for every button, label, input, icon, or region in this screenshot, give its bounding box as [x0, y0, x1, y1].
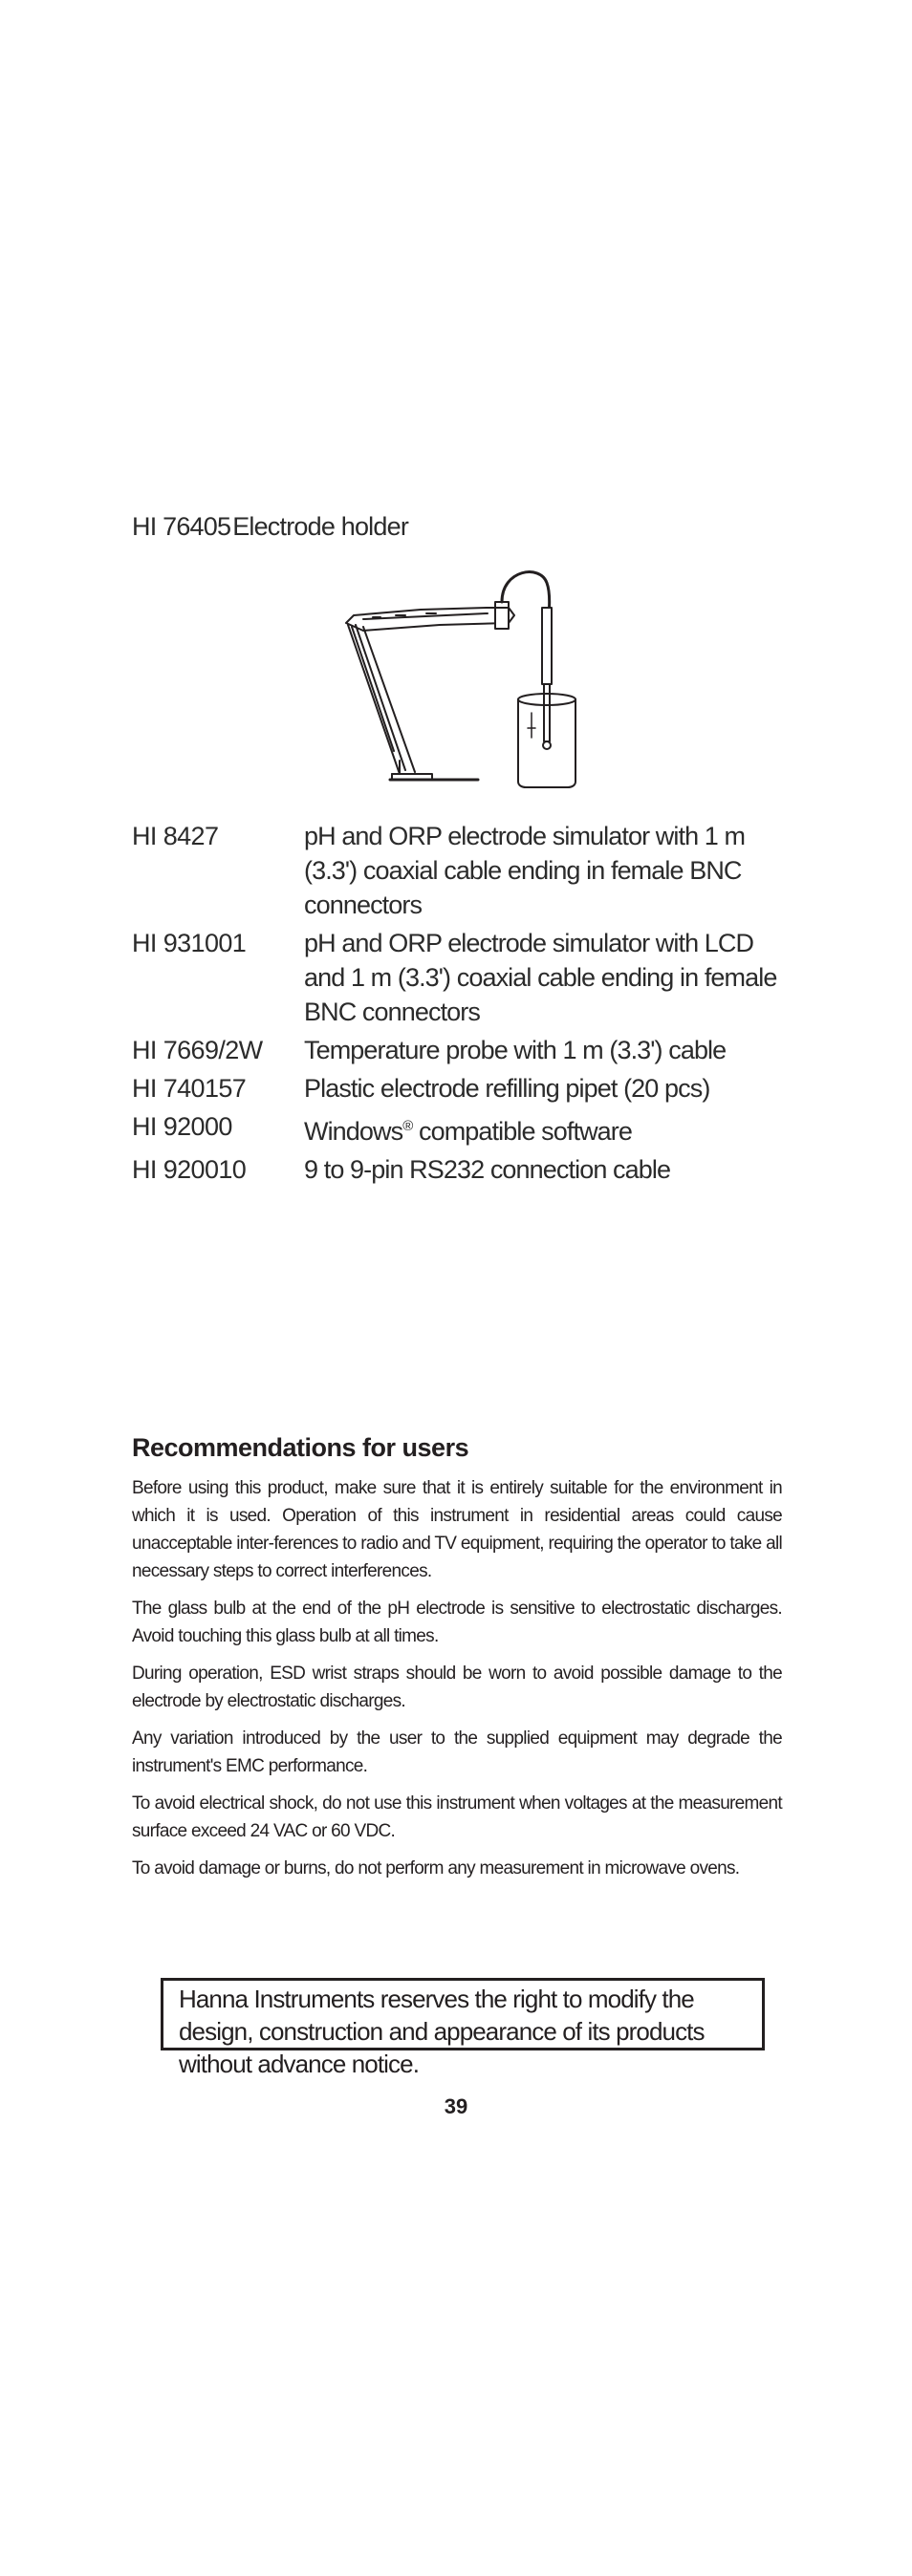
accessory-row — [132, 926, 792, 1029]
electrode-holder-drawing — [344, 569, 583, 789]
accessories-list — [132, 819, 792, 1191]
accessory-code: HI 931001 — [132, 929, 247, 957]
electrode-holder-label: Electrode holder — [232, 512, 409, 541]
accessory-row — [132, 1071, 792, 1106]
accessory-code: HI 7669/2W — [132, 1036, 263, 1064]
electrode-holder-stand-illustration — [344, 569, 583, 789]
accessory-code: HI 92000 — [132, 1112, 232, 1141]
electrode-holder-heading — [132, 512, 408, 542]
recommendation-paragraph: To avoid electrical shock, do not use this instrument when voltages at the measurement surface exceed 24 VAC or 60 VDC. — [132, 1793, 782, 1841]
accessory-code: HI 8427 — [132, 822, 219, 850]
notice-box: Hanna Instruments reserves the right to modify the design, construction and appearance of its products without advance notice. — [161, 1978, 765, 2050]
recommendations-section — [132, 1433, 782, 1892]
accessory-description — [304, 1109, 792, 1148]
accessory-description: Plastic electrode refilling pipet (20 pcs) — [304, 1074, 710, 1103]
accessory-row — [132, 819, 792, 922]
accessory-code: HI 740157 — [132, 1074, 247, 1103]
recommendations-title: Recommendations for users — [132, 1433, 469, 1462]
accessory-row — [132, 1033, 792, 1067]
accessory-row — [132, 1152, 792, 1187]
recommendation-paragraph: To avoid damage or burns, do not perform any measurement in microwave ovens. — [132, 1858, 740, 1878]
accessory-description: pH and ORP electrode simulator with 1 m (3.3') coaxial cable ending in female BNC connectors — [304, 822, 746, 919]
accessory-code: HI 920010 — [132, 1155, 247, 1184]
accessory-row — [132, 1109, 792, 1148]
windows-label: Windows — [304, 1117, 403, 1146]
electrode-holder-code: HI 76405 — [132, 512, 231, 541]
accessory-description: Temperature probe with 1 m (3.3') cable — [304, 1036, 727, 1064]
accessory-description: 9 to 9-pin RS232 connection cable — [304, 1155, 671, 1184]
recommendation-paragraph: Before using this product, make sure that it is entirely suitable for the environment in which it is used. Operation of this instrument in residential areas could cause unacceptable inter-ferences to radio and TV equipment, requiring the operator to take all necessary steps to correct interferences. — [132, 1478, 782, 1581]
page-number: 39 — [444, 2094, 468, 2118]
registered-mark: ® — [402, 1118, 413, 1134]
software-label: compatible software — [412, 1117, 633, 1146]
recommendation-paragraph: During operation, ESD wrist straps should be worn to avoid possible damage to the electrode by electrostatic discharges. — [132, 1664, 782, 1711]
accessory-description: pH and ORP electrode simulator with LCD and 1 m (3.3') coaxial cable ending in female BNC connectors — [304, 929, 777, 1026]
recommendation-paragraph: The glass bulb at the end of the pH electrode is sensitive to electrostatic discharges. Avoid touching this glass bulb at all times. — [132, 1599, 782, 1646]
recommendation-paragraph: Any variation introduced by the user to the supplied equipment may degrade the instrument's EMC performance. — [132, 1728, 782, 1776]
